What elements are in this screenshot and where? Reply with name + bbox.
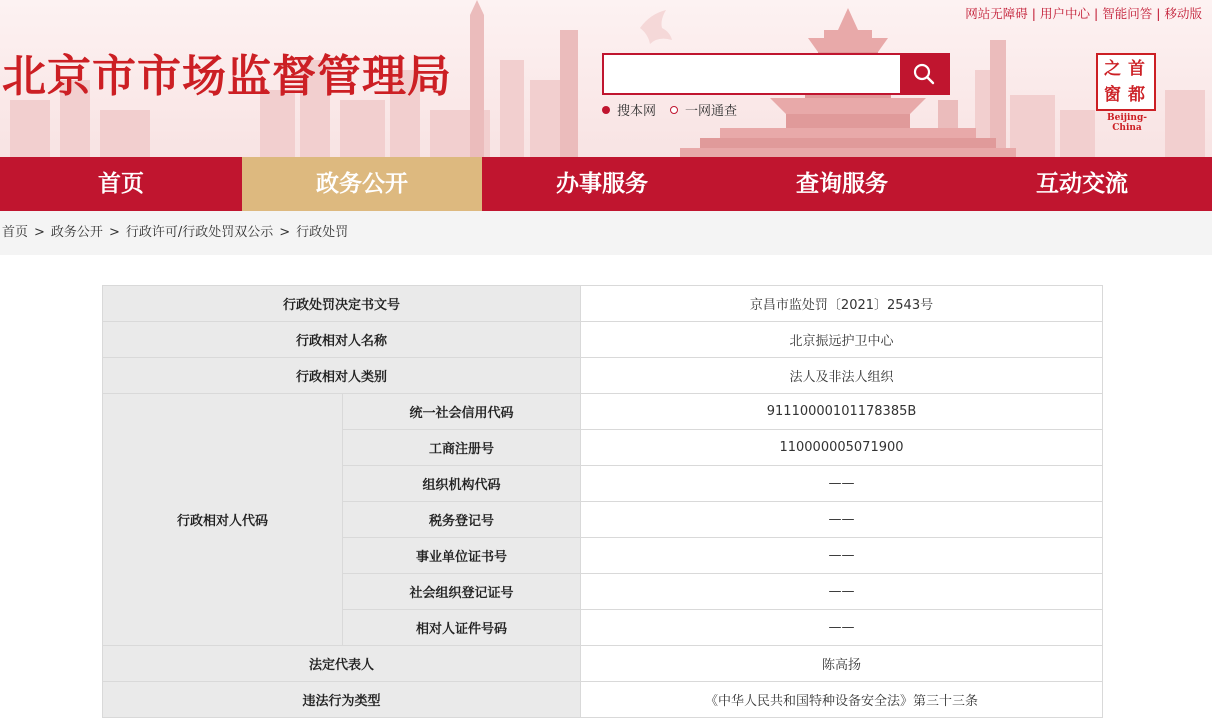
accessibility-link[interactable]: 网站无障碍 bbox=[965, 6, 1028, 21]
violation-type-value: 《中华人民共和国特种设备安全法》第三十三条 bbox=[581, 682, 1103, 718]
breadcrumb bbox=[0, 211, 1212, 255]
party-name-value: 北京振远护卫中心 bbox=[581, 322, 1103, 358]
radio-unselected-icon bbox=[670, 106, 678, 114]
search-input[interactable] bbox=[604, 55, 902, 93]
breadcrumb-government-affairs[interactable]: 政务公开 bbox=[50, 225, 103, 240]
mobile-version-link[interactable]: 移动版 bbox=[1164, 6, 1202, 21]
nav-item-services[interactable]: 办事服务 bbox=[556, 171, 648, 197]
search-scope-options bbox=[602, 100, 751, 119]
logo-english-text: Beijing-China bbox=[1107, 113, 1147, 133]
legal-rep-label: 法定代表人 bbox=[103, 646, 581, 682]
table-row bbox=[103, 394, 1103, 430]
public-institution-cert-label: 事业单位证书号 bbox=[343, 538, 581, 574]
smart-qa-link[interactable]: 智能问答 bbox=[1102, 6, 1153, 21]
breadcrumb-dual-disclosure[interactable]: 行政许可/行政处罚双公示 bbox=[125, 225, 274, 240]
table-row bbox=[103, 682, 1103, 718]
org-code-label: 组织机构代码 bbox=[343, 466, 581, 502]
logo-char: 窗 bbox=[1104, 85, 1121, 105]
site-header bbox=[0, 0, 1212, 157]
credit-code-label: 统一社会信用代码 bbox=[343, 394, 581, 430]
site-title[interactable]: 北京市市场监督管理局 bbox=[2, 51, 452, 102]
capital-window-logo[interactable] bbox=[1096, 53, 1158, 133]
doc-number-label: 行政处罚决定书文号 bbox=[103, 286, 581, 322]
nav-item-query[interactable]: 查询服务 bbox=[796, 171, 888, 197]
tax-reg-label: 税务登记号 bbox=[343, 502, 581, 538]
search-box bbox=[602, 53, 950, 95]
penalty-detail-table bbox=[102, 285, 1103, 718]
nav-item-home[interactable]: 首页 bbox=[98, 171, 144, 197]
public-institution-cert-value: —— bbox=[581, 538, 1103, 574]
social-org-reg-label: 社会组织登记证号 bbox=[343, 574, 581, 610]
breadcrumb-separator: > bbox=[108, 225, 120, 240]
table-row bbox=[103, 286, 1103, 322]
party-name-label: 行政相对人名称 bbox=[103, 322, 581, 358]
party-type-label: 行政相对人类别 bbox=[103, 358, 581, 394]
logo-char: 之 bbox=[1104, 59, 1121, 79]
search-icon bbox=[913, 63, 935, 85]
business-reg-label: 工商注册号 bbox=[343, 430, 581, 466]
table-row bbox=[103, 358, 1103, 394]
breadcrumb-separator: > bbox=[34, 225, 45, 240]
doc-number-value: 京昌市监处罚〔2021〕2543号 bbox=[581, 286, 1103, 322]
table-row bbox=[103, 646, 1103, 682]
radio-selected-icon bbox=[602, 106, 610, 114]
search-scope-unified[interactable]: 一网通查 bbox=[670, 100, 737, 119]
nav-item-interaction[interactable]: 互动交流 bbox=[1036, 171, 1128, 197]
legal-rep-value: 陈高扬 bbox=[581, 646, 1103, 682]
credit-code-value: 91110000101178385B bbox=[581, 394, 1103, 430]
org-code-value: —— bbox=[581, 466, 1103, 502]
party-code-group-label: 行政相对人代码 bbox=[103, 394, 343, 646]
main-nav bbox=[0, 157, 1212, 211]
party-id-number-label: 相对人证件号码 bbox=[343, 610, 581, 646]
table-row bbox=[103, 322, 1103, 358]
breadcrumb-home[interactable]: 首页 bbox=[2, 225, 29, 240]
nav-item-government-affairs[interactable]: 政务公开 bbox=[242, 157, 482, 211]
party-id-number-value: —— bbox=[581, 610, 1103, 646]
business-reg-value: 110000005071900 bbox=[581, 430, 1103, 466]
violation-type-label: 违法行为类型 bbox=[103, 682, 581, 718]
breadcrumb-penalty[interactable]: 行政处罚 bbox=[296, 225, 349, 240]
logo-char: 首 bbox=[1128, 59, 1145, 79]
user-center-link[interactable]: 用户中心 bbox=[1040, 6, 1091, 21]
search-scope-site[interactable]: 搜本网 bbox=[602, 100, 656, 119]
logo-char: 都 bbox=[1128, 85, 1145, 105]
tax-reg-value: —— bbox=[581, 502, 1103, 538]
top-links: 网站无障碍 | 用户中心 | 智能问答 | 移动版 bbox=[965, 5, 1202, 21]
party-type-value: 法人及非法人组织 bbox=[581, 358, 1103, 394]
breadcrumb-separator: > bbox=[279, 225, 291, 240]
social-org-reg-value: —— bbox=[581, 574, 1103, 610]
search-button[interactable] bbox=[900, 55, 948, 93]
